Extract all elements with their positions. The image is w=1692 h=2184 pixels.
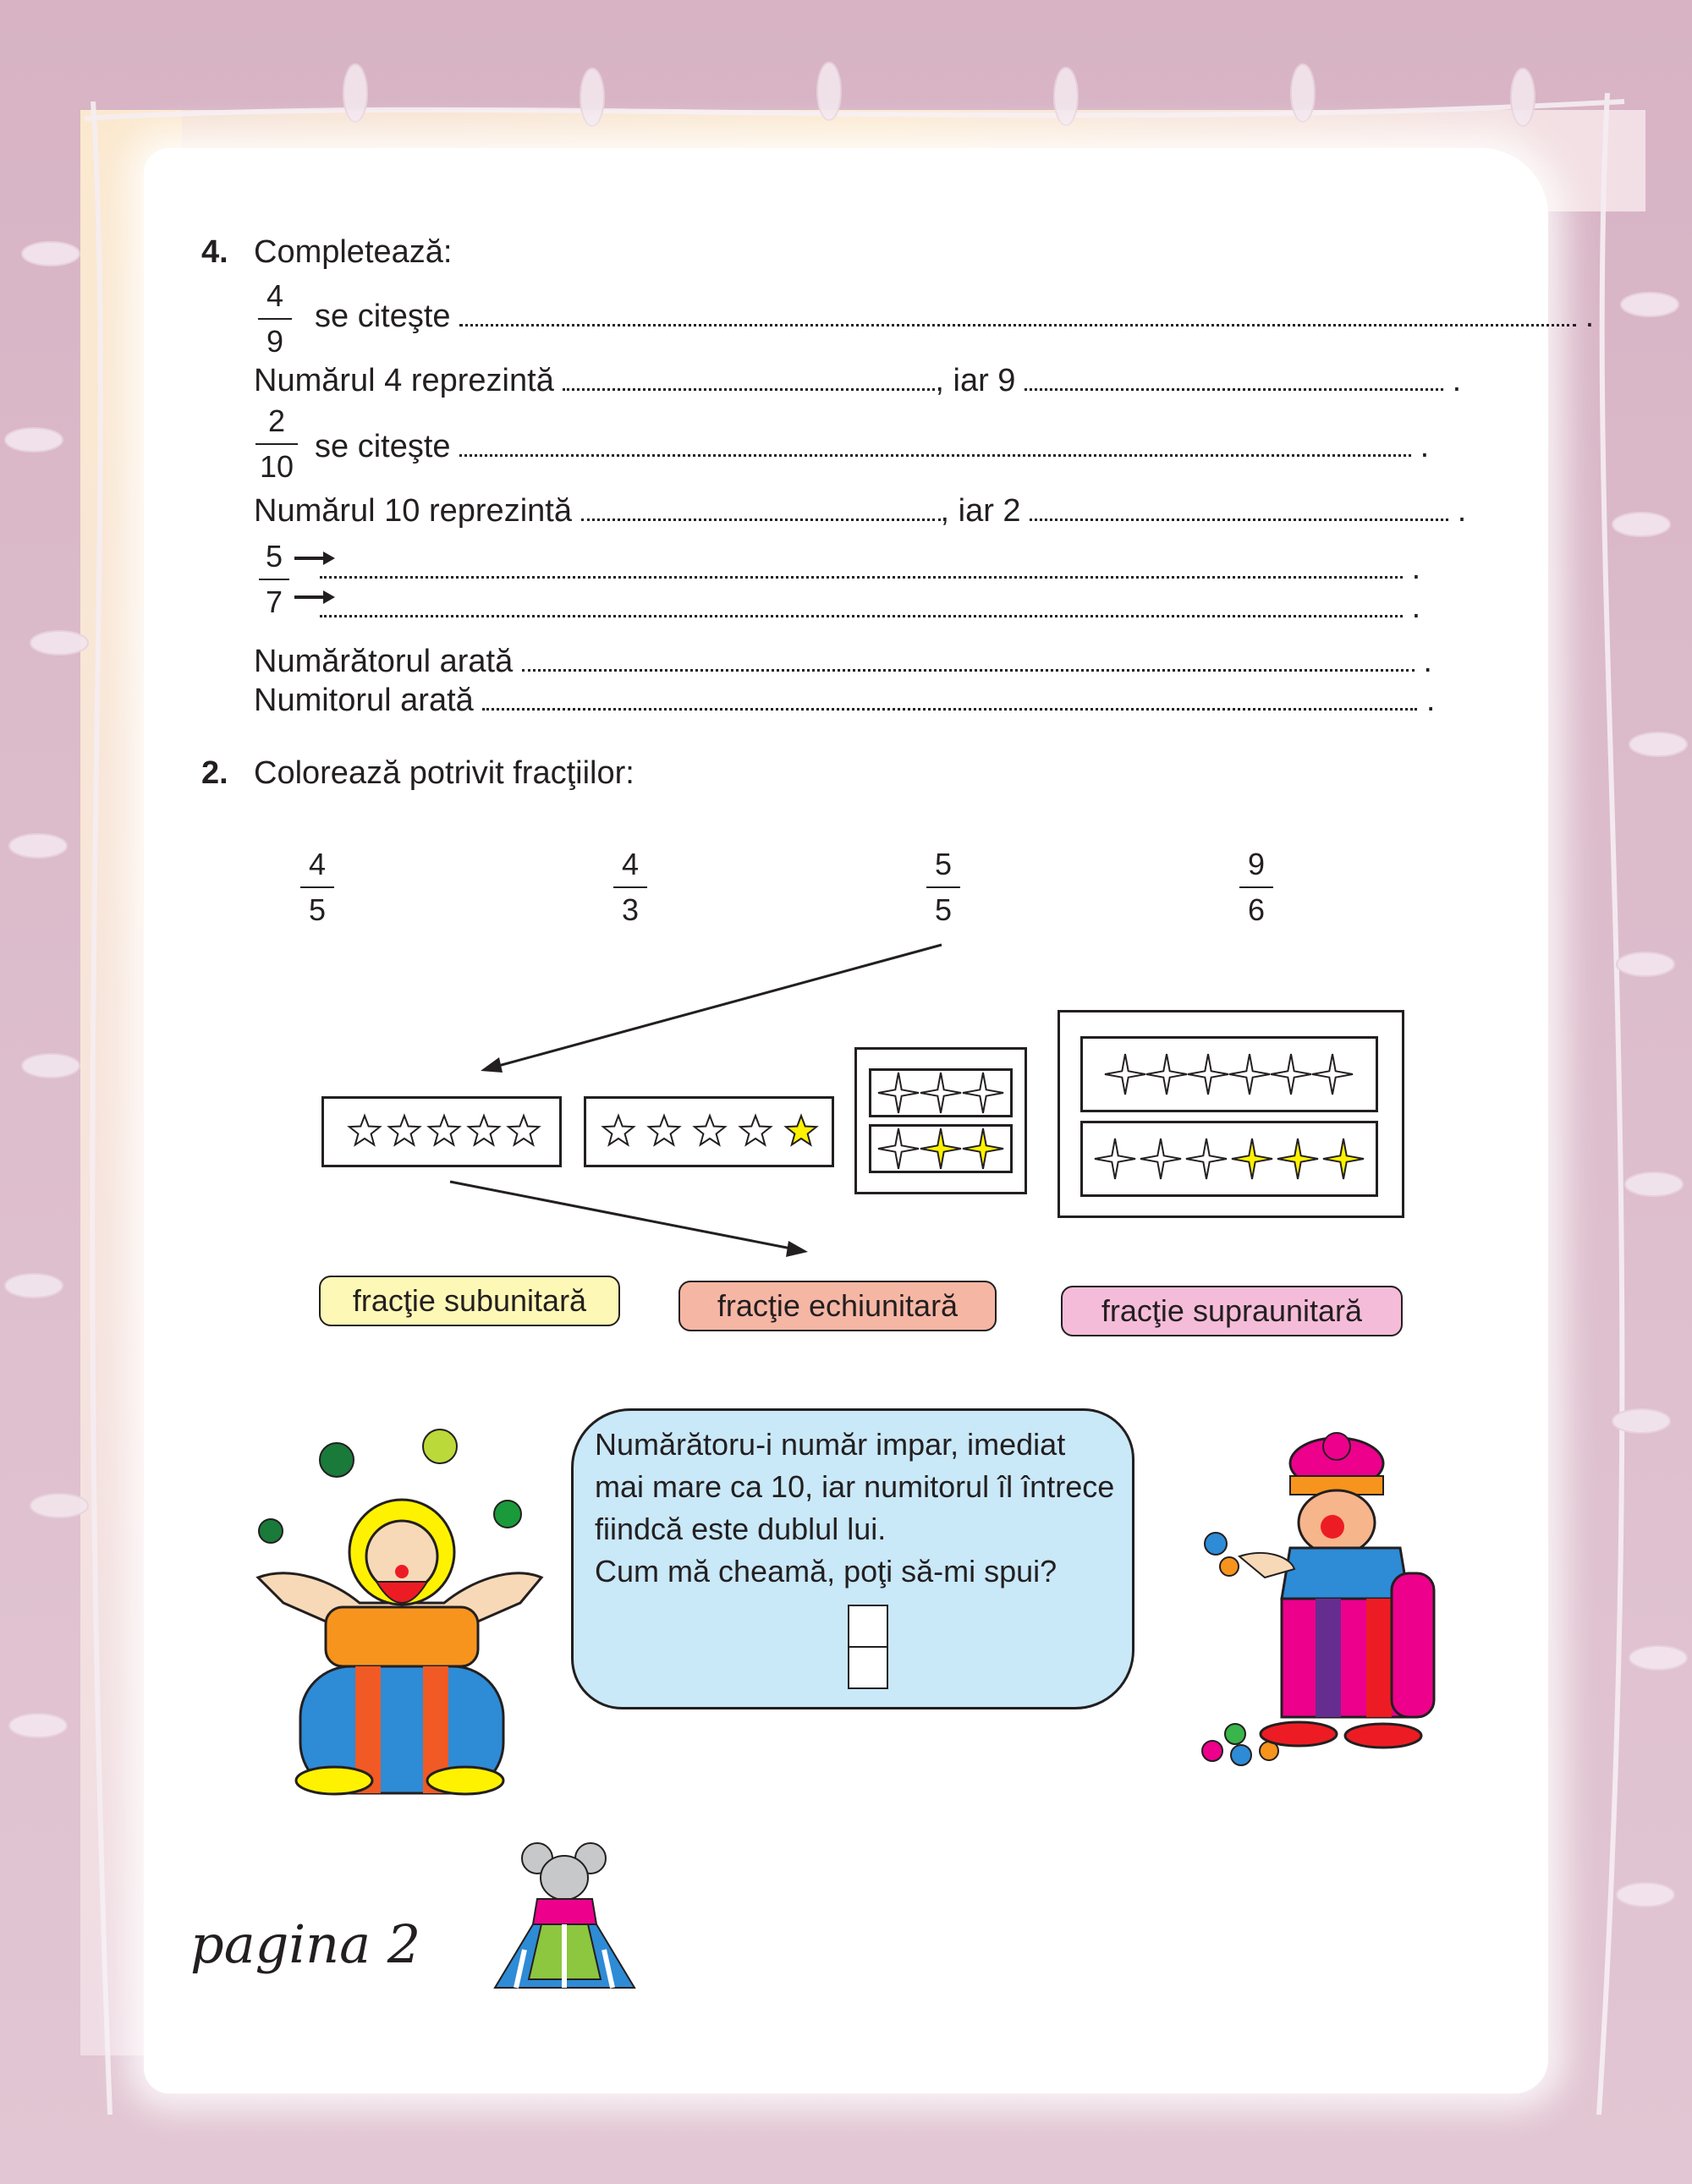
fraction-4-3: 4 3: [613, 846, 647, 929]
star-icon[interactable]: [469, 1116, 499, 1144]
label-supraunitara[interactable]: fracţie supraunitară: [1061, 1286, 1403, 1336]
label-subunitara[interactable]: fracţie subunitară: [319, 1276, 620, 1326]
star-icon[interactable]: [508, 1116, 539, 1144]
exercise-4-title: Completează:: [254, 234, 453, 270]
star-icon[interactable]: [1105, 1054, 1145, 1095]
star-subbox: [1080, 1036, 1378, 1112]
star-subbox: [1080, 1121, 1378, 1197]
star-subbox: [869, 1124, 1013, 1173]
star-row: [871, 1127, 1010, 1171]
reads-line-2: se citeşte .: [315, 429, 1430, 464]
numerator-shows-line: Numărătorul arată .: [254, 644, 1432, 679]
star-icon[interactable]: [695, 1116, 725, 1144]
answer-fraction-box[interactable]: [848, 1605, 888, 1689]
mouse-doll-illustration: [491, 1840, 639, 2000]
riddle-line: mai mare ca 10, iar numitorul îl întrece: [595, 1469, 1115, 1504]
star-box-5-5: [854, 1047, 1027, 1194]
riddle-line: fiindcă este dublul lui.: [595, 1512, 887, 1546]
star-icon[interactable]: [786, 1116, 816, 1144]
denominator-shows-line: Numitorul arată .: [254, 683, 1436, 718]
star-icon[interactable]: [1232, 1139, 1272, 1179]
star-box-9-6: [1058, 1010, 1404, 1218]
juggler-clown-illustration: [241, 1421, 563, 1802]
star-icon[interactable]: [429, 1116, 459, 1144]
label-echiunitara[interactable]: fracţie echiunitară: [678, 1281, 997, 1331]
star-icon[interactable]: [878, 1128, 919, 1169]
star-icon[interactable]: [1146, 1054, 1187, 1095]
reads-line-1: se citeşte .: [315, 299, 1595, 334]
star-icon[interactable]: [1140, 1139, 1181, 1179]
star-icon[interactable]: [963, 1073, 1003, 1113]
denominator: 10: [259, 449, 294, 484]
exercise-4-number: 4.: [201, 234, 228, 270]
star-box-4-5: [321, 1096, 562, 1167]
star-row: [1083, 1123, 1376, 1194]
star-icon[interactable]: [349, 1116, 380, 1144]
fraction-4-5: 4 5: [300, 846, 334, 929]
numerator: 5: [265, 539, 283, 573]
star-icon[interactable]: [920, 1128, 961, 1169]
denominator: 7: [265, 584, 283, 619]
star-icon[interactable]: [389, 1116, 420, 1144]
star-icon[interactable]: [878, 1073, 919, 1113]
exercise-2-title: Colorează potrivit fracţiilor:: [254, 755, 634, 791]
riddle-line: Cum mă cheamă, poţi să-mi spui?: [595, 1554, 1058, 1589]
star-subbox: [869, 1068, 1013, 1117]
star-icon[interactable]: [1229, 1054, 1270, 1095]
star-box-4-3-left: [584, 1096, 834, 1167]
star-row: [586, 1099, 832, 1165]
star-icon[interactable]: [1323, 1139, 1364, 1179]
numerator: 4: [266, 278, 284, 313]
star-icon[interactable]: [740, 1116, 771, 1144]
star-icon[interactable]: [1277, 1139, 1318, 1179]
fraction-9-6: 9 6: [1239, 846, 1273, 929]
denominator-meaning-line: .: [320, 589, 1420, 626]
star-row: [1083, 1039, 1376, 1110]
star-icon[interactable]: [963, 1128, 1003, 1169]
represents-line-1: Numărul 4 reprezintă , iar 9 .: [254, 363, 1462, 398]
riddle-line: Numărătoru-i număr impar, imediat: [595, 1427, 1066, 1462]
numerator-meaning-line: .: [320, 550, 1420, 587]
fraction-5-5: 5 5: [926, 846, 960, 929]
denominator: 9: [266, 324, 284, 359]
magician-clown-illustration: [1189, 1429, 1459, 1785]
star-icon[interactable]: [649, 1116, 679, 1144]
page-number: pagina 2: [190, 1913, 421, 1975]
star-icon[interactable]: [1095, 1139, 1135, 1179]
star-icon[interactable]: [920, 1073, 961, 1113]
star-icon[interactable]: [603, 1116, 634, 1144]
star-row: [324, 1099, 559, 1165]
star-icon[interactable]: [1271, 1054, 1311, 1095]
star-row: [871, 1071, 1010, 1115]
numerator: 2: [267, 403, 286, 438]
star-icon[interactable]: [1188, 1054, 1228, 1095]
star-icon[interactable]: [1186, 1139, 1227, 1179]
star-icon[interactable]: [1312, 1054, 1353, 1095]
exercise-2-number: 2.: [201, 755, 228, 791]
represents-line-2: Numărul 10 reprezintă , iar 2 .: [254, 493, 1467, 529]
